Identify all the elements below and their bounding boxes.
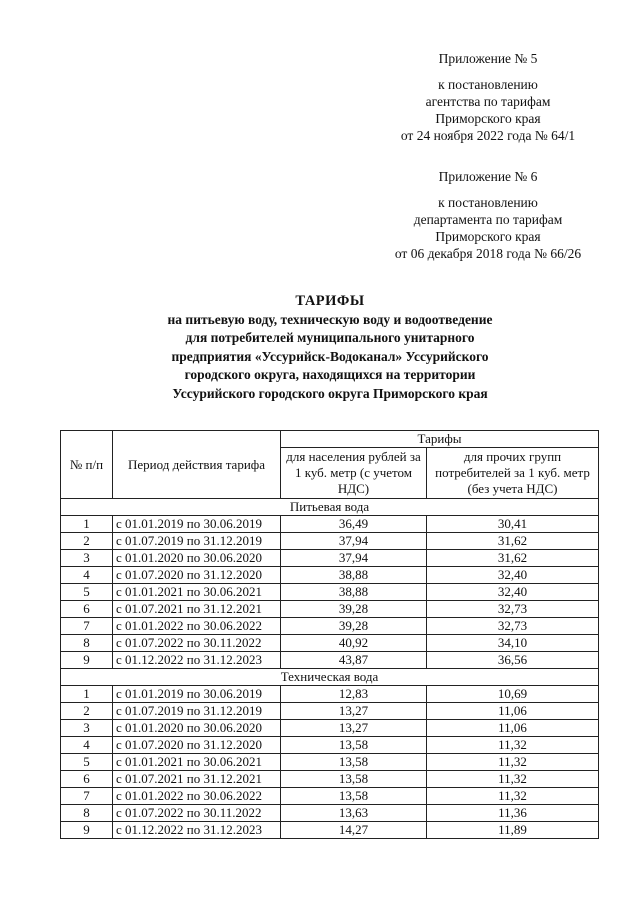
cell-population: 38,88: [281, 567, 427, 584]
table-row: [61, 652, 599, 669]
heading-line: на питьевую воду, техническую воду и водоотведение: [167, 311, 493, 327]
appendix-5-line: Приморского края: [435, 111, 541, 126]
appendix-5-line: к постановлению: [438, 77, 538, 92]
cell-period: с 01.01.2020 по 30.06.2020: [113, 550, 281, 567]
appendix-5-line: от 24 ноября 2022 года № 64/1: [400, 128, 576, 143]
cell-population: 36,49: [281, 516, 427, 533]
table-row: [61, 584, 599, 601]
header-period: Период действия тарифа: [113, 431, 281, 499]
appendix-5-title: Приложение № 5: [438, 51, 538, 66]
table-row: [61, 805, 599, 822]
cell-num: 5: [61, 584, 113, 601]
table-row: [61, 686, 599, 703]
cell-num: 6: [61, 771, 113, 788]
cell-others: 11,89: [427, 822, 599, 839]
cell-period: с 01.07.2020 по 31.12.2020: [113, 737, 281, 754]
section-row: [61, 499, 599, 516]
table-row: [61, 703, 599, 720]
cell-num: 3: [61, 720, 113, 737]
cell-population: 37,94: [281, 550, 427, 567]
cell-period: с 01.07.2020 по 31.12.2020: [113, 567, 281, 584]
table-row: [61, 771, 599, 788]
cell-num: 7: [61, 618, 113, 635]
heading-line: городского округа, находящихся на территории: [184, 367, 476, 382]
appendix-6-title: Приложение № 6: [438, 169, 538, 184]
cell-others: 36,56: [427, 652, 599, 669]
table-body: [61, 499, 599, 839]
cell-num: 9: [61, 822, 113, 839]
table-row: [61, 737, 599, 754]
cell-population: 14,27: [281, 822, 427, 839]
cell-period: с 01.12.2022 по 31.12.2023: [113, 822, 281, 839]
cell-period: с 01.01.2019 по 30.06.2019: [113, 686, 281, 703]
cell-period: с 01.07.2022 по 30.11.2022: [113, 805, 281, 822]
heading-line: Уссурийского городского округа Приморского края: [172, 385, 488, 401]
cell-population: 13,27: [281, 720, 427, 737]
table-row: [61, 618, 599, 635]
cell-period: с 01.07.2022 по 30.11.2022: [113, 635, 281, 652]
cell-others: 31,62: [427, 533, 599, 550]
table-row: [61, 822, 599, 839]
section-title: Техническая вода: [61, 669, 599, 686]
cell-num: 8: [61, 805, 113, 822]
cell-num: 9: [61, 652, 113, 669]
header-others: для прочих групп потребителей за 1 куб. метр (без учета НДС): [427, 448, 599, 499]
table-row: [61, 788, 599, 805]
cell-others: 31,62: [427, 550, 599, 567]
section-title: Питьевая вода: [61, 499, 599, 516]
cell-others: 11,36: [427, 805, 599, 822]
appendix-6-block: [368, 168, 608, 262]
document-heading: [60, 292, 600, 403]
cell-population: 39,28: [281, 618, 427, 635]
cell-num: 7: [61, 788, 113, 805]
cell-others: 11,06: [427, 703, 599, 720]
cell-population: 12,83: [281, 686, 427, 703]
cell-num: 6: [61, 601, 113, 618]
cell-others: 32,40: [427, 584, 599, 601]
cell-period: с 01.01.2021 по 30.06.2021: [113, 754, 281, 771]
cell-population: 39,28: [281, 601, 427, 618]
table-row: [61, 516, 599, 533]
table-row: [61, 567, 599, 584]
header-tariffs: Тарифы: [281, 431, 599, 448]
cell-period: с 01.07.2019 по 31.12.2019: [113, 703, 281, 720]
cell-population: 40,92: [281, 635, 427, 652]
cell-period: с 01.01.2019 по 30.06.2019: [113, 516, 281, 533]
appendix-6-line: к постановлению: [438, 195, 538, 210]
cell-population: 13,63: [281, 805, 427, 822]
appendix-6-line: Приморского края: [435, 229, 541, 244]
cell-num: 2: [61, 703, 113, 720]
cell-others: 32,40: [427, 567, 599, 584]
document-title: ТАРИФЫ: [295, 293, 365, 309]
cell-others: 11,06: [427, 720, 599, 737]
cell-population: 13,58: [281, 737, 427, 754]
table-row: [61, 720, 599, 737]
cell-period: с 01.01.2022 по 30.06.2022: [113, 618, 281, 635]
cell-num: 2: [61, 533, 113, 550]
cell-others: 32,73: [427, 601, 599, 618]
cell-num: 4: [61, 737, 113, 754]
cell-num: 1: [61, 686, 113, 703]
header-num: № п/п: [61, 431, 113, 499]
table-row: [61, 533, 599, 550]
appendix-5-block: [368, 50, 608, 144]
cell-others: 11,32: [427, 754, 599, 771]
cell-population: 43,87: [281, 652, 427, 669]
tariffs-table: [60, 430, 599, 839]
cell-others: 11,32: [427, 771, 599, 788]
appendix-5-line: агентства по тарифам: [425, 94, 551, 109]
cell-period: с 01.01.2021 по 30.06.2021: [113, 584, 281, 601]
cell-others: 30,41: [427, 516, 599, 533]
cell-num: 3: [61, 550, 113, 567]
cell-population: 38,88: [281, 584, 427, 601]
cell-period: с 01.07.2021 по 31.12.2021: [113, 771, 281, 788]
cell-others: 11,32: [427, 737, 599, 754]
table-row: [61, 601, 599, 618]
cell-period: с 01.07.2021 по 31.12.2021: [113, 601, 281, 618]
header-population: для населения рублей за 1 куб. метр (с учетом НДС): [281, 448, 427, 499]
cell-population: 13,27: [281, 703, 427, 720]
cell-population: 13,58: [281, 788, 427, 805]
cell-num: 1: [61, 516, 113, 533]
cell-population: 37,94: [281, 533, 427, 550]
cell-others: 10,69: [427, 686, 599, 703]
table-row: [61, 635, 599, 652]
cell-population: 13,58: [281, 754, 427, 771]
cell-others: 11,32: [427, 788, 599, 805]
cell-num: 5: [61, 754, 113, 771]
table-row: [61, 754, 599, 771]
cell-period: с 01.01.2022 по 30.06.2022: [113, 788, 281, 805]
cell-period: с 01.01.2020 по 30.06.2020: [113, 720, 281, 737]
cell-num: 4: [61, 567, 113, 584]
cell-period: с 01.07.2019 по 31.12.2019: [113, 533, 281, 550]
cell-num: 8: [61, 635, 113, 652]
table-row: [61, 550, 599, 567]
heading-line: для потребителей муниципального унитарного: [185, 330, 475, 345]
cell-period: с 01.12.2022 по 31.12.2023: [113, 652, 281, 669]
heading-line: предприятия «Уссурийск-Водоканал» Уссурийского: [171, 348, 489, 364]
appendix-6-line: от 06 декабря 2018 года № 66/26: [394, 246, 582, 261]
section-row: [61, 669, 599, 686]
cell-population: 13,58: [281, 771, 427, 788]
appendix-6-line: департамента по тарифам: [413, 212, 563, 227]
cell-others: 32,73: [427, 618, 599, 635]
cell-others: 34,10: [427, 635, 599, 652]
